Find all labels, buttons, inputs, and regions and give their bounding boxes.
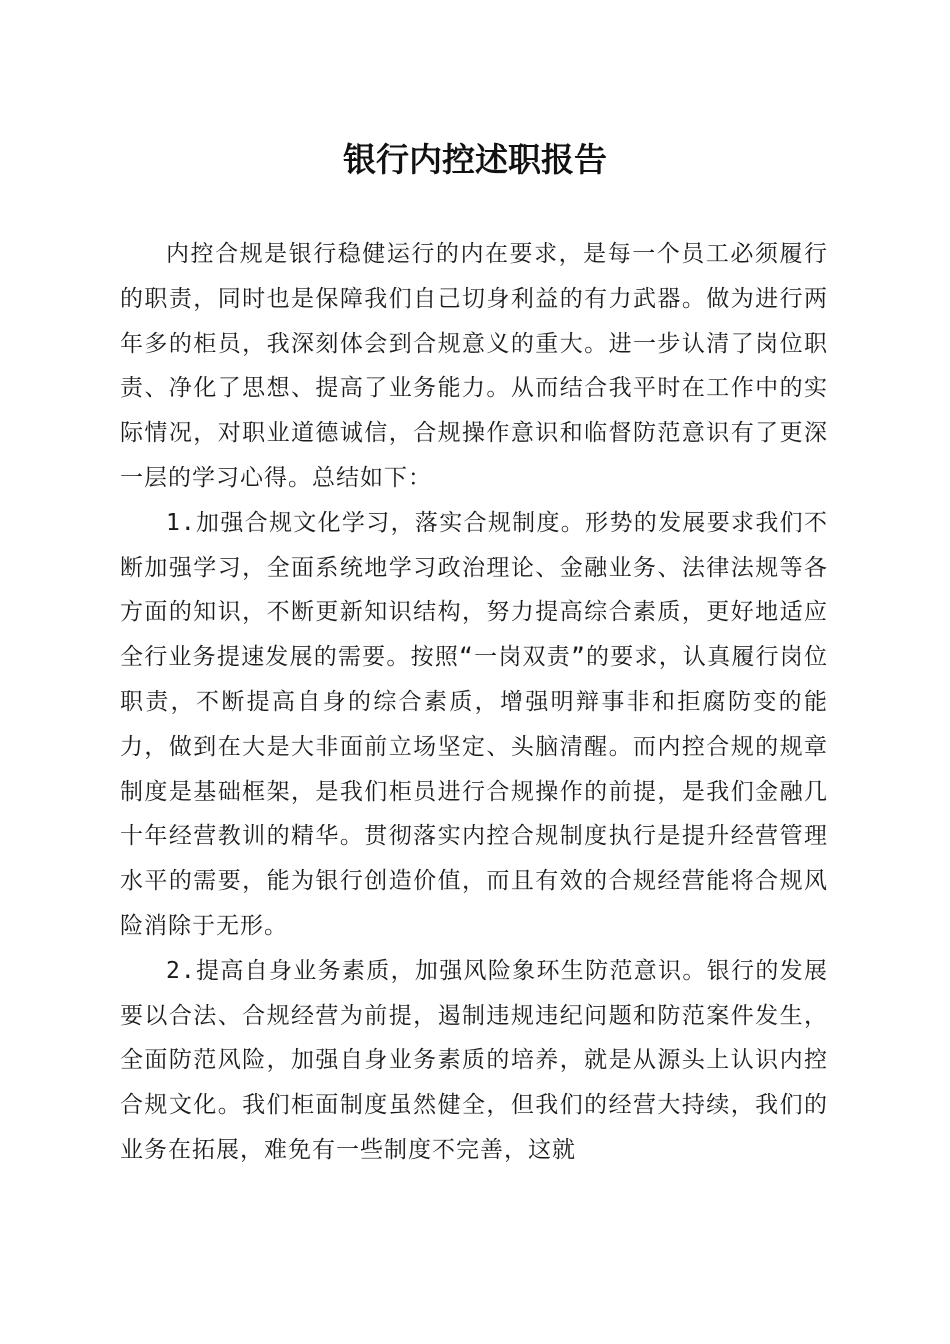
paragraph-point-2: 2.提高自身业务素质，加强风险象环生防范意识。银行的发展要以合法、合规经营为前提，遏制违规违纪问题和防范案件发生，全面防范风险，加强自身业务素质的培养，就是从源头上认识内控合规文化。我们柜面制度虽然健全，但我们的经营大持续，我们的业务在拓展，难免有一些制度不完善，这就 [120,957,828,1163]
paragraph-point-1: 1.加强合规文化学习，落实合规制度。形势的发展要求我们不断加强学习，全面系统地学习政治理论、金融业务、法律法规等各方面的知识，不断更新知识结构，努力提高综合素质，更好地适应全行业务提速发展的需要。按照“一岗双责”的要求，认真履行岗位职责，不断提高自身的综合素质，增强明辩事非和拒腐防变的能力，做到在大是大非面前立场坚定、头脑清醒。而内控合规的规章制度是基础框架，是我们柜员进行合规操作的前提，是我们金融几十年经营教训的精华。贯彻落实内控合规制度执行是提升经营管理水平的需要，能为银行创造价值，而且有效的合规经营能将合规风险消除于无形。 [120,509,828,939]
paragraph-intro: 内控合规是银行稳健运行的内在要求，是每一个员工必须履行的职责，同时也是保障我们自己切身利益的有力武器。做为进行两年多的柜员，我深刻体会到合规意义的重大。进一步认清了岗位职责、净化了思想、提高了业务能力。从而结合我平时在工作中的实际情况，对职业道德诚信，合规操作意识和临督防范意识有了更深一层的学习心得。总结如下： [120,241,828,491]
document-title: 银行内控述职报告 [343,140,607,179]
document-body [120,232,828,1173]
